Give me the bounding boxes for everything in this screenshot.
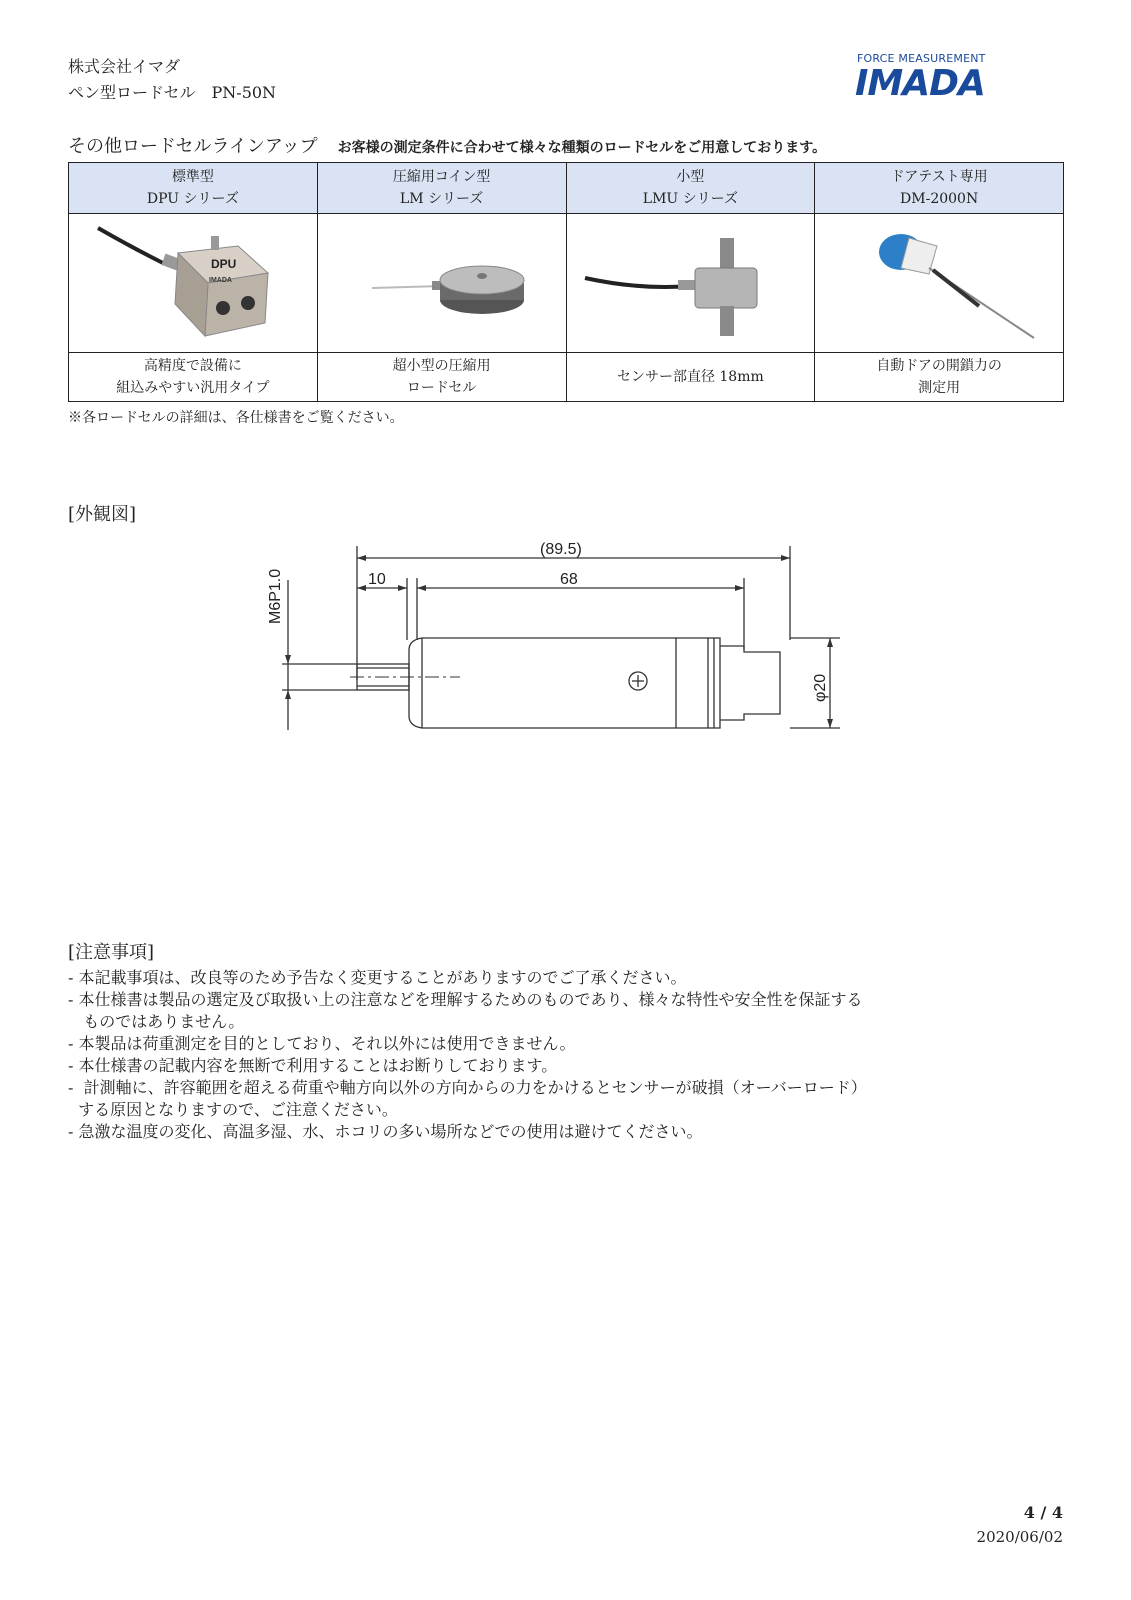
- caution-item: - 急激な温度の変化、高温多湿、水、ホコリの多い場所などでの使用は避けてください。: [68, 1122, 703, 1141]
- lineup-description-cell: [566, 353, 815, 402]
- caution-item: する原因となりますので、ご注意ください。: [68, 1100, 398, 1119]
- lineup-desc-line: 測定用: [918, 380, 961, 396]
- lineup-description-cell: [815, 353, 1064, 402]
- lineup-note: ※各ロードセルの詳細は、各仕様書をご覧ください。: [68, 410, 404, 426]
- caution-title: [注意事項]: [68, 942, 155, 963]
- lineup-header-cell: [815, 163, 1064, 214]
- lineup-table: [68, 162, 1064, 402]
- lineup-type: 小型: [676, 169, 705, 185]
- lineup-series: DPU シリーズ: [146, 191, 239, 207]
- logo-brand: IMADA: [855, 63, 985, 104]
- caution-item: - 本仕様書は製品の選定及び取扱い上の注意などを理解するためのものであり、様々な特性や安全性を保証する: [68, 990, 863, 1009]
- document-date: 2020/06/02: [976, 1528, 1063, 1546]
- lineup-desc-line: 自動ドアの開鎖力の: [876, 358, 1002, 374]
- caution-item: - 本製品は荷重測定を目的としており、それ以外には使用できません。: [68, 1034, 576, 1053]
- dim-body-length: 68: [560, 571, 578, 588]
- logo-tagline: FORCE MEASUREMENT: [857, 52, 986, 65]
- lineup-type: ドアテスト専用: [890, 169, 988, 185]
- dpu-loadcell-image: [93, 218, 293, 342]
- lineup-header-cell: [566, 163, 815, 214]
- lineup-series: LMU シリーズ: [642, 191, 738, 207]
- lineup-header-cell: [317, 163, 566, 214]
- lineup-series: LM シリーズ: [399, 191, 484, 207]
- caution-item: - 本仕様書の記載内容を無断で利用することはお断りしております。: [68, 1056, 558, 1075]
- drawing-title: [外観図]: [68, 504, 137, 525]
- caution-list: [68, 967, 1068, 1143]
- lineup-image-row: [69, 214, 1064, 353]
- lineup-image-cell: [566, 214, 815, 353]
- caution-item: - 本記載事項は、改良等のため予告なく変更することがありますのでご了承ください。: [68, 968, 687, 987]
- lineup-series: DM-2000N: [900, 191, 979, 207]
- lineup-desc-line: 高精度で設備に: [143, 358, 242, 374]
- lineup-heading: [68, 132, 826, 158]
- lineup-description-cell: [317, 353, 566, 402]
- lineup-subtitle: お客様の測定条件に合わせて様々な種類のロードセルをご用意しております。: [337, 140, 827, 156]
- lineup-header-row: [69, 163, 1064, 214]
- lineup-desc-line: センサー部直径 18mm: [616, 369, 764, 385]
- lineup-type: 圧縮用コイン型: [392, 169, 491, 185]
- lineup-desc-line: 超小型の圧縮用: [392, 358, 491, 374]
- dpu-label: DPU: [210, 256, 237, 271]
- lineup-description-row: [69, 353, 1064, 402]
- page-number: 4 / 4: [1023, 1503, 1063, 1522]
- lineup-header-cell: [69, 163, 318, 214]
- dim-thread-spec: M6P1.0: [267, 568, 284, 624]
- imada-logo: [855, 52, 1005, 104]
- lineup-title: その他ロードセルラインアップ: [68, 136, 318, 157]
- lineup-desc-line: 組込みやすい汎用タイプ: [116, 380, 270, 396]
- lineup-type: 標準型: [171, 169, 214, 185]
- lineup-image-cell: [317, 214, 566, 353]
- company-name: 株式会社イマダ: [68, 57, 181, 76]
- door-test-sensor-image: [829, 218, 1049, 342]
- caution-item: - 計測軸に、許容範囲を超える荷重や軸方向以外の方向からの力をかけるとセンサーが破損（オーバーロード）: [68, 1078, 867, 1097]
- caution-item: ものではありません。: [68, 1012, 245, 1031]
- lineup-desc-line: ロードセル: [406, 380, 477, 396]
- coin-loadcell-image: [342, 218, 542, 342]
- outline-drawing: [250, 540, 870, 760]
- lineup-image-cell: [815, 214, 1064, 353]
- small-loadcell-image: [580, 218, 800, 342]
- dim-thread-length: 10: [368, 571, 386, 588]
- dim-total: (89.5): [540, 541, 582, 558]
- lineup-image-cell: [69, 214, 318, 353]
- dpu-brand: IMADA: [208, 276, 232, 284]
- lineup-description-cell: [69, 353, 318, 402]
- dim-diameter: φ20: [812, 673, 829, 702]
- product-name: ペン型ロードセル PN-50N: [68, 83, 277, 102]
